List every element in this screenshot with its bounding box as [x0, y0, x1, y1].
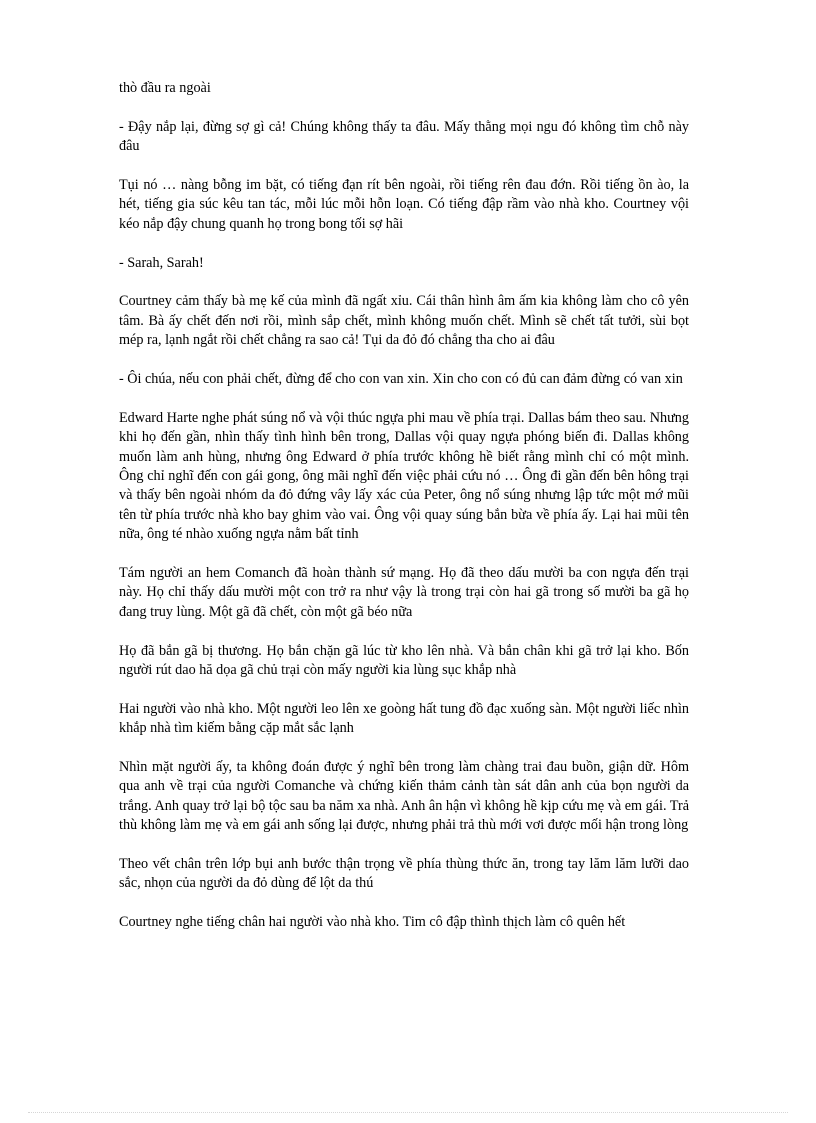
- paragraph: Courtney nghe tiếng chân hai người vào nhà kho. Tim cô đập thình thịch làm cô quên hết: [119, 914, 626, 931]
- paragraph: - Ôi chúa, nếu con phải chết, đừng để cho con van xin. Xin cho con có đủ can đảm đừng có van xin: [119, 371, 683, 388]
- page-bottom-divider: [28, 1112, 788, 1113]
- paragraph: Tám người an hem Comanch đã hoàn thành sứ mạng. Họ đã theo dấu mười ba con ngựa đến trại này. Họ chỉ thấy dấu mười một con trở ra như vậy là trong trại còn hai gã trong số mười ba gã họ đang truy lùng. Một gã đã chết, còn một gã béo nữa: [119, 565, 689, 620]
- paragraph: - Sarah, Sarah!: [119, 254, 204, 271]
- paragraph: Nhìn mặt người ấy, ta không đoán được ý nghĩ bên trong làm chàng trai đau buồn, giận dữ. Hôm qua anh về trại của người Comanche và chứng kiến thảm cảnh tàn sát dân anh của bọn người da trắng. Anh quay trở lại bộ tộc sau ba năm xa nhà. Anh ân hận vì không hề kịp cứu mẹ và em gái. Trả thù không làm mẹ và em gái anh sống lại được, nhưng phải trả thù mới vơi được mối hận trong lòng: [119, 759, 689, 834]
- paragraph: Tụi nó … nàng bỗng im bặt, có tiếng đạn rít bên ngoài, rồi tiếng rên đau đớn. Rồi tiếng ồn ào, la hét, tiếng gia súc kêu tan tác, mỗi lúc mỗi hỗn loạn. Có tiếng đập rầm vào nhà kho. Courtney vội kéo nắp đậy chung quanh họ trong bong tối sợ hãi: [119, 177, 689, 232]
- paragraph: Courtney cảm thấy bà mẹ kế của mình đã ngất xỉu. Cái thân hình âm ấm kia không làm cho cô yên tâm. Bà ấy chết đến nơi rồi, mình sắp chết, mình không muốn chết. Mình sẽ chết tất tưởi, sùi bọt mép ra, lạnh ngắt rồi chết chẳng ra sao cả! Tụi da đỏ đó chẳng tha cho ai đâu: [119, 293, 689, 349]
- paragraph: Hai người vào nhà kho. Một người leo lên xe goòng hất tung đồ đạc xuống sàn. Một người liếc nhìn khắp nhà tìm kiếm bằng cặp mắt sắc lạnh: [119, 700, 689, 737]
- paragraph: Edward Harte nghe phát súng nổ và vội thúc ngựa phi mau về phía trại. Dallas bám theo sau. Nhưng khi họ đến gần, nhìn thấy tình hình bên trong, Dallas vội quay ngựa phóng biến đi. Dallas không muốn làm anh hùng, nhưng ông Edward ở phía trước không hề biết rằng mình chỉ có một mình. Ông chỉ nghĩ đến con gái gong, ông mãi nghĩ đến việc phải cứu nó … Ông đi gần đến bên hông trại và thấy bên ngoài nhóm da đỏ đứng vây lấy xác của Peter, ông nổ súng nhưng lập tức một mớ mũi tên từ phía trước nhà kho bay ghim vào vai. Ông vội quay súng bắn bừa về phía ấy. Lại hai mũi tên nữa, ông té nhào xuống ngựa nằm bất tỉnh: [119, 409, 689, 543]
- document-body: [119, 79, 689, 933]
- paragraph: thò đầu ra ngoài: [119, 80, 211, 96]
- paragraph: - Đậy nắp lại, đừng sợ gì cả! Chúng không thấy ta đâu. Mấy thằng mọi ngu đó không tìm chỗ này đâu: [119, 118, 689, 155]
- paragraph: Theo vết chân trên lớp bụi anh bước thận trọng về phía thùng thức ăn, trong tay lăm lăm lưỡi dao sắc, nhọn của người da đỏ dùng để lột da thú: [119, 856, 689, 892]
- paragraph: Họ đã bắn gã bị thương. Họ bắn chặn gã lúc từ kho lên nhà. Và bắn chân khi gã trở lại kho. Bốn người rút dao hă dọa gã chủ trại còn mấy người kia lùng sục khắp nhà: [119, 642, 689, 679]
